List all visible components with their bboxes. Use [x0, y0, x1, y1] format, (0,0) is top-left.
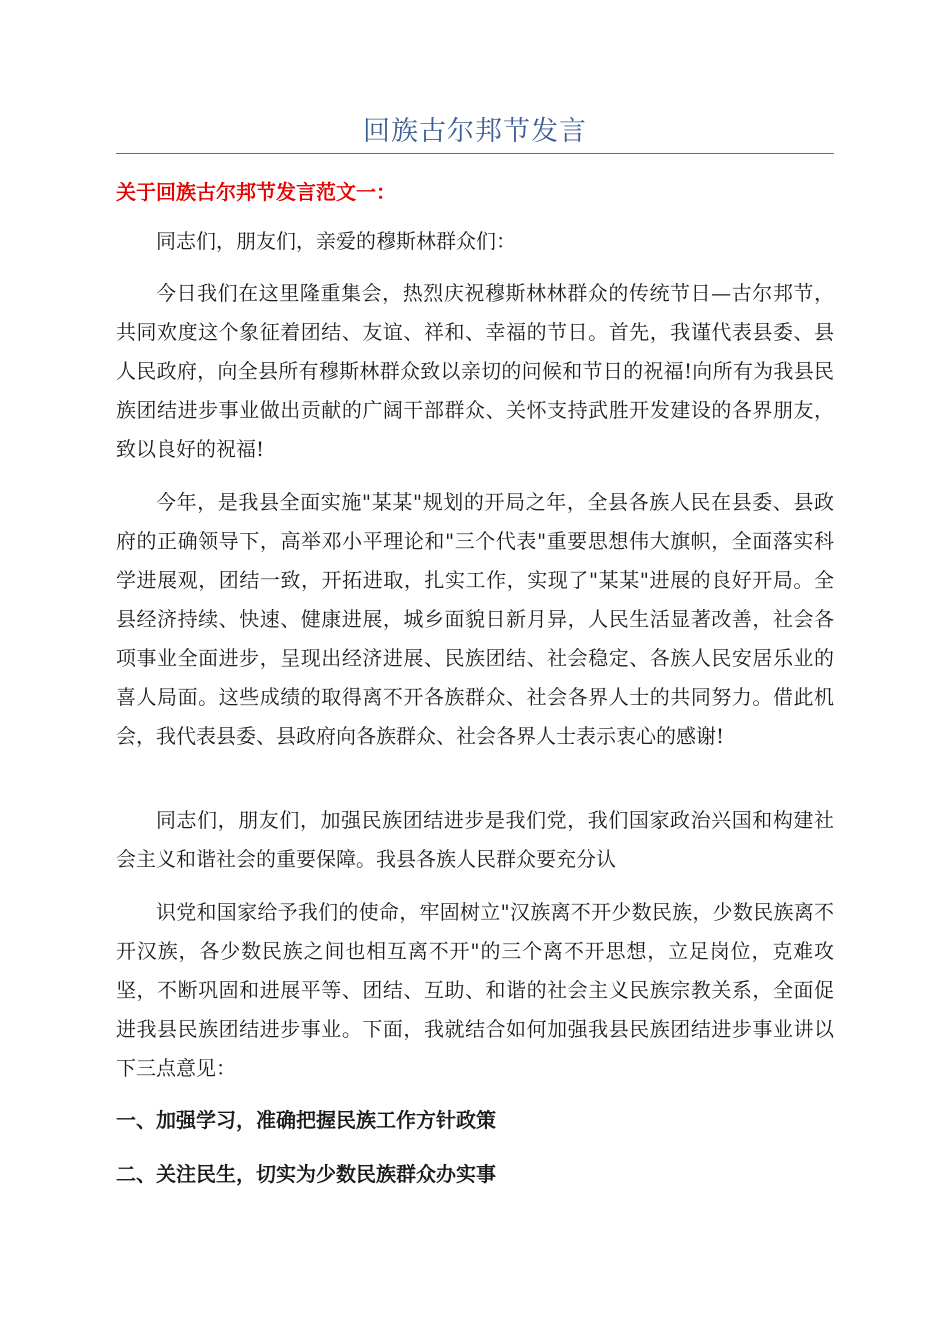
paragraph-opening: 今日我们在这里隆重集会，热烈庆祝穆斯林林群众的传统节日—古尔邦节，共同欢度这个象征着团结、友谊、祥和、幸福的节日。首先，我谨代表县委、县人民政府，向全县所有穆斯林群众致以亲切的问候和节日的祝福!向所有为我县民族团结进步事业做出贡献的广阔干部群众、关怀支持武胜开发建设的各界朋友，致以良好的祝福!	[116, 281, 834, 461]
paragraph-achievements: 今年，是我县全面实施"某某"规划的开局之年，全县各族人民在县委、县政府的正确领导下，高举邓小平理论和"三个代表"重要思想伟大旗帜，全面落实科学进展观，团结一致，开拓进取，扎实工作，实现了"某某"进展的良好开局。全县经济持续、快速、健康进展，城乡面貌日新月异，人民生活显著改善，社会各项事业全面进步，呈现出经济进展、民族团结、社会稳定、各族人民安居乐业的喜人局面。这些成绩的取得离不开各族群众、社会各界人士的共同努力。借此机会，我代表县委、县政府向各族群众、社会各界人士表示衷心的感谢!	[116, 490, 834, 748]
section-heading: 关于回族古尔邦节发言范文一：	[116, 180, 396, 204]
paragraph-greeting: 同志们，朋友们，亲爱的穆斯林群众们：	[156, 229, 516, 253]
point-heading-2: 二、关注民生，切实为少数民族群众办实事	[116, 1162, 496, 1186]
paragraph-unity: 同志们，朋友们，加强民族团结进步是我们党，我们国家政治兴国和构建社会主义和谐社会的重要保障。我县各族人民群众要充分认	[116, 808, 834, 871]
document-title: 回族古尔邦节发言	[363, 116, 587, 147]
point-heading-1: 一、加强学习，准确把握民族工作方针政策	[116, 1108, 496, 1132]
title-underline	[116, 153, 834, 154]
paragraph-mission: 识党和国家给予我们的使命，牢固树立"汉族离不开少数民族，少数民族离不开汉族，各少数民族之间也相互离不开"的三个离不开思想，立足岗位，克难攻坚，不断巩固和进展平等、团结、互助、和谐的社会主义民族宗教关系，全面促进我县民族团结进步事业。下面，我就结合如何加强我县民族团结进步事业讲以下三点意见：	[116, 900, 834, 1080]
